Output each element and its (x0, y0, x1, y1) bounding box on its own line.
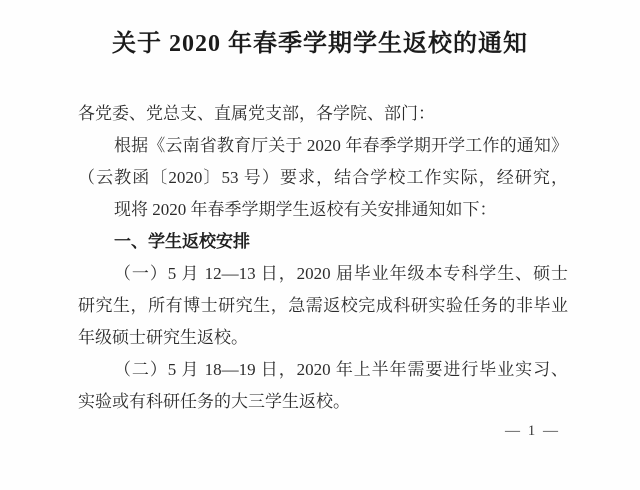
salutation-line: 各党委、党总支、直属党支部，各学院、部门： (78, 104, 435, 123)
body-line: 根据《云南省教育厅关于 2020 年春季学期开学工作的通知》 (114, 136, 568, 155)
body-line: （一）5 月 12—13 日，2020 届毕业年级本专科学生、硕士 (114, 264, 568, 283)
body-line: 研究生，所有博士研究生，急需返校完成科研实验任务的非毕业 (78, 296, 568, 315)
body-line: （云教函〔2020〕53 号）要求，结合学校工作实际，经研究， (78, 168, 568, 187)
section-heading: 一、学生返校安排 (114, 232, 250, 251)
document-body (78, 98, 568, 418)
document-title: 关于 2020 年春季学期学生返校的通知 (112, 31, 528, 57)
page-number: — 1 — (505, 423, 560, 439)
body-line: 现将 2020 年春季学期学生返校有关安排通知如下： (114, 200, 497, 219)
body-line: 年级硕士研究生返校。 (78, 328, 248, 347)
body-line: （二）5 月 18—19 日，2020 年上半年需要进行毕业实习、 (114, 360, 568, 379)
body-line: 实验或有科研任务的大三学生返校。 (78, 392, 350, 411)
